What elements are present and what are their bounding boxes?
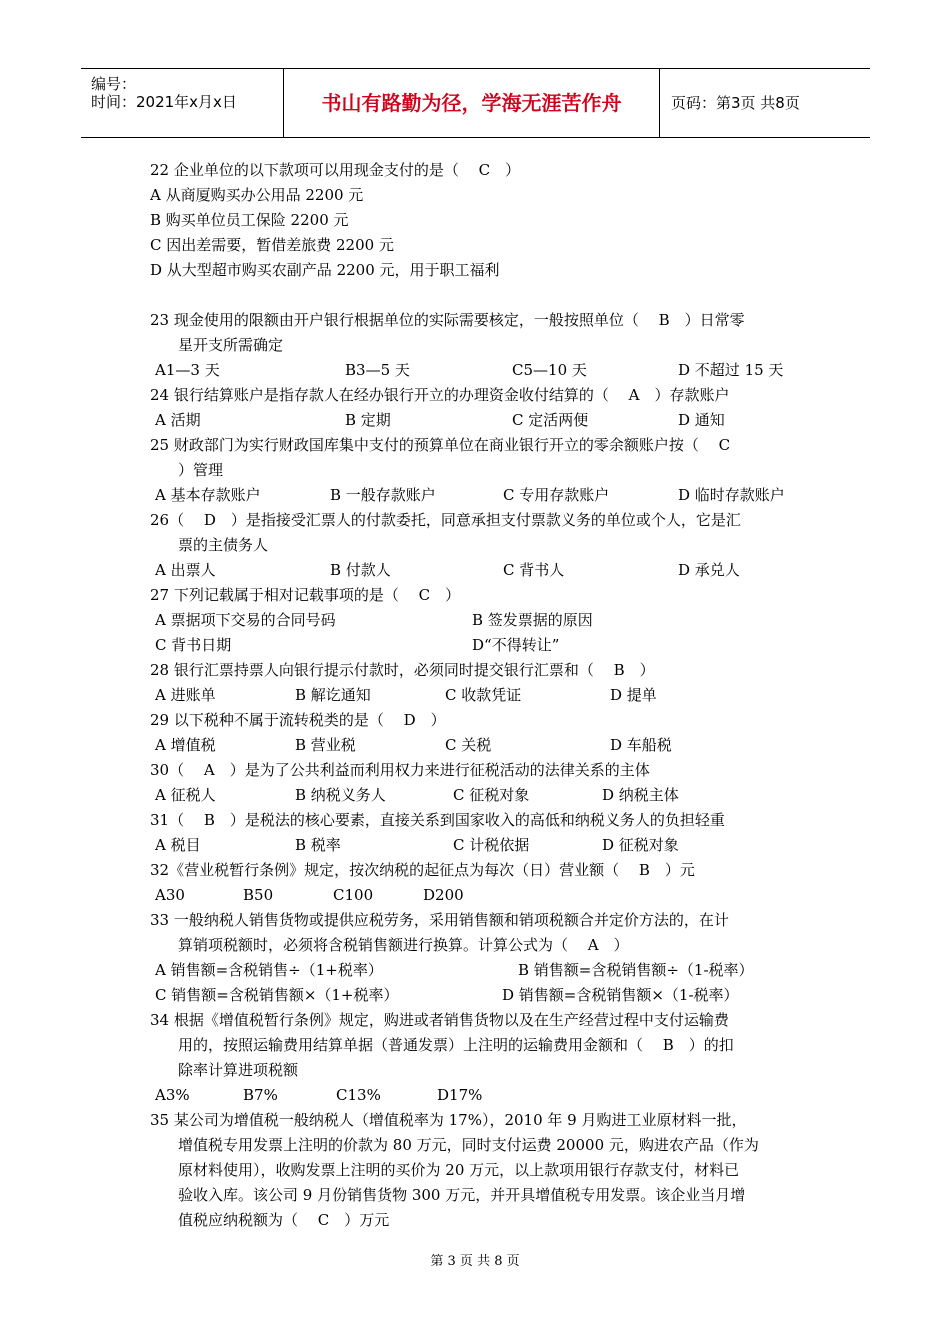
question-list (150, 158, 815, 1233)
option-a: A 票据项下交易的合同号码 (155, 611, 336, 629)
question-29-options (150, 733, 815, 758)
question-31: 31（ B ）是税法的核心要素，直接关系到国家收入的高低和纳税义务人的负担轻重 (150, 811, 725, 829)
option-c: C 背书人 (503, 561, 565, 579)
question-23-continued: 星开支所需确定 (178, 336, 284, 354)
question-27-options-cd (150, 633, 815, 658)
option-a: A 基本存款账户 (155, 486, 261, 504)
option-c: C 销售额=含税销售额×（1+税率） (155, 986, 399, 1004)
question-34-options (150, 1083, 815, 1108)
option-a: A 征税人 (155, 786, 216, 804)
question-33-continued: 算销项税额时，必须将含税销售额进行换算。计算公式为（ A ） (178, 936, 629, 954)
question-22: 22 企业单位的以下款项可以用现金支付的是（ C ） (150, 161, 521, 179)
question-35-continued-1: 增值税专用发票上注明的价款为 80 万元，同时支付运费 20000 元，购进农产品（作为 (178, 1136, 759, 1154)
option-d: D 销售额=含税销售额×（1-税率） (502, 986, 739, 1004)
question-23: 23 现金使用的限额由开户银行根据单位的实际需要核定，一般按照单位（ B ）日常零 (150, 311, 745, 329)
question-30: 30（ A ）是为了公共利益而利用权力来进行征税活动的法律关系的主体 (150, 761, 650, 779)
question-28: 28 银行汇票持票人向银行提示付款时，必须同时提交银行汇票和（ B ） (150, 661, 655, 679)
question-32-options (150, 883, 815, 908)
option-a: A 活期 (155, 411, 201, 429)
option-d: D200 (423, 886, 464, 904)
option-d: D 征税对象 (602, 836, 679, 854)
document-number-label: 编号： (91, 75, 137, 93)
option-c: C100 (333, 886, 374, 904)
question-34-continued-2: 除率计算进项税额 (178, 1061, 299, 1079)
question-26-options (150, 558, 815, 583)
option-c: C 关税 (445, 736, 492, 754)
question-25-options (150, 483, 815, 508)
option-d: D 承兑人 (678, 561, 740, 579)
question-26: 26（ D ）是指接受汇票人的付款委托，同意承担支付票款义务的单位或个人，它是汇 (150, 511, 741, 529)
question-24-options (150, 408, 815, 433)
question-35-continued-2: 原材料使用），收购发票上注明的买价为 20 万元，以上款项用银行存款支付，材料已 (178, 1161, 740, 1179)
document-date-label: 时间：2021年x月x日 (91, 93, 237, 111)
header-left-cell (81, 69, 284, 137)
question-29: 29 以下税种不属于流转税类的是（ D ） (150, 711, 446, 729)
option-b: B 签发票据的原因 (472, 611, 593, 629)
option-a: A 销售额=含税销售÷（1+税率） (155, 961, 383, 979)
option-b: B3—5 天 (345, 361, 410, 379)
question-25-continued: ）管理 (178, 461, 224, 479)
question-33-options-ab (150, 958, 815, 983)
option-b: B 一般存款账户 (330, 486, 436, 504)
option-b: B7% (243, 1086, 278, 1104)
option-d: D 通知 (678, 411, 725, 429)
question-22-option-b: B 购买单位员工保险 2200 元 (150, 211, 349, 229)
question-23-options (150, 358, 815, 383)
question-34-continued-1: 用的，按照运输费用结算单据（普通发票）上注明的运输费用金额和（ B ）的扣 (178, 1036, 734, 1054)
question-28-options (150, 683, 815, 708)
option-b: B 付款人 (330, 561, 391, 579)
option-c: C13% (336, 1086, 381, 1104)
option-a: A 税目 (155, 836, 201, 854)
option-b: B50 (243, 886, 274, 904)
header-page-info: 页码：第3页 共8页 (671, 94, 800, 112)
option-b: B 营业税 (295, 736, 356, 754)
question-32: 32《营业税暂行条例》规定，按次纳税的起征点为每次（日）营业额（ B ）元 (150, 861, 695, 879)
option-d: D 不超过 15 天 (678, 361, 784, 379)
option-b: B 税率 (295, 836, 341, 854)
question-35-continued-3: 验收入库。该公司 9 月份销售货物 300 万元，并开具增值税专用发票。该企业当月增 (178, 1186, 746, 1204)
question-25: 25 财政部门为实行财政国库集中支付的预算单位在商业银行开立的零余额账户按（ C (150, 436, 731, 454)
option-b: B 纳税义务人 (295, 786, 386, 804)
option-d: D“不得转让” (472, 636, 560, 654)
option-b: B 定期 (345, 411, 391, 429)
question-24: 24 银行结算账户是指存款人在经办银行开立的办理资金收付结算的（ A ）存款账户 (150, 386, 730, 404)
question-35-continued-4: 值税应纳税额为（ C ）万元 (178, 1211, 390, 1229)
option-c: C 专用存款账户 (503, 486, 610, 504)
page-footer: 第 3 页 共 8 页 (430, 1254, 520, 1269)
option-d: D 车船税 (610, 736, 672, 754)
question-31-options (150, 833, 815, 858)
question-33-options-cd (150, 983, 815, 1008)
option-a: A 进账单 (155, 686, 216, 704)
option-d: D 临时存款账户 (678, 486, 785, 504)
question-22-option-c: C 因出差需要，暂借差旅费 2200 元 (150, 236, 394, 254)
question-27: 27 下列记载属于相对记载事项的是（ C ） (150, 586, 461, 604)
page-header (81, 68, 870, 138)
option-a: A 出票人 (155, 561, 216, 579)
option-c: C 定活两便 (512, 411, 589, 429)
option-c: C5—10 天 (512, 361, 587, 379)
question-22-option-d: D 从大型超市购买农副产品 2200 元，用于职工福利 (150, 261, 500, 279)
option-c: C 背书日期 (155, 636, 232, 654)
option-b: B 销售额=含税销售额÷（1-税率） (518, 961, 754, 979)
option-d: D 纳税主体 (602, 786, 679, 804)
option-c: C 征税对象 (453, 786, 530, 804)
question-26-continued: 票的主债务人 (178, 536, 269, 554)
question-35: 35 某公司为增值税一般纳税人（增值税率为 17%），2010 年 9 月购进工业原材料一批， (150, 1111, 747, 1129)
question-27-options-ab (150, 608, 815, 633)
option-a: A 增值税 (155, 736, 216, 754)
option-c: C 收款凭证 (445, 686, 522, 704)
option-a: A3% (155, 1086, 190, 1104)
option-c: C 计税依据 (453, 836, 530, 854)
option-b: B 解讫通知 (295, 686, 371, 704)
option-d: D 提单 (610, 686, 657, 704)
header-motto: 书山有路勤为径，学海无涯苦作舟 (284, 69, 660, 137)
question-22-option-a: A 从商厦购买办公用品 2200 元 (150, 186, 364, 204)
option-a: A1—3 天 (155, 361, 220, 379)
question-33: 33 一般纳税人销售货物或提供应税劳务，采用销售额和销项税额合并定价方法的，在计 (150, 911, 729, 929)
question-34: 34 根据《增值税暂行条例》规定，购进或者销售货物以及在生产经营过程中支付运输费 (150, 1011, 729, 1029)
option-a: A30 (155, 886, 185, 904)
question-30-options (150, 783, 815, 808)
option-d: D17% (437, 1086, 483, 1104)
